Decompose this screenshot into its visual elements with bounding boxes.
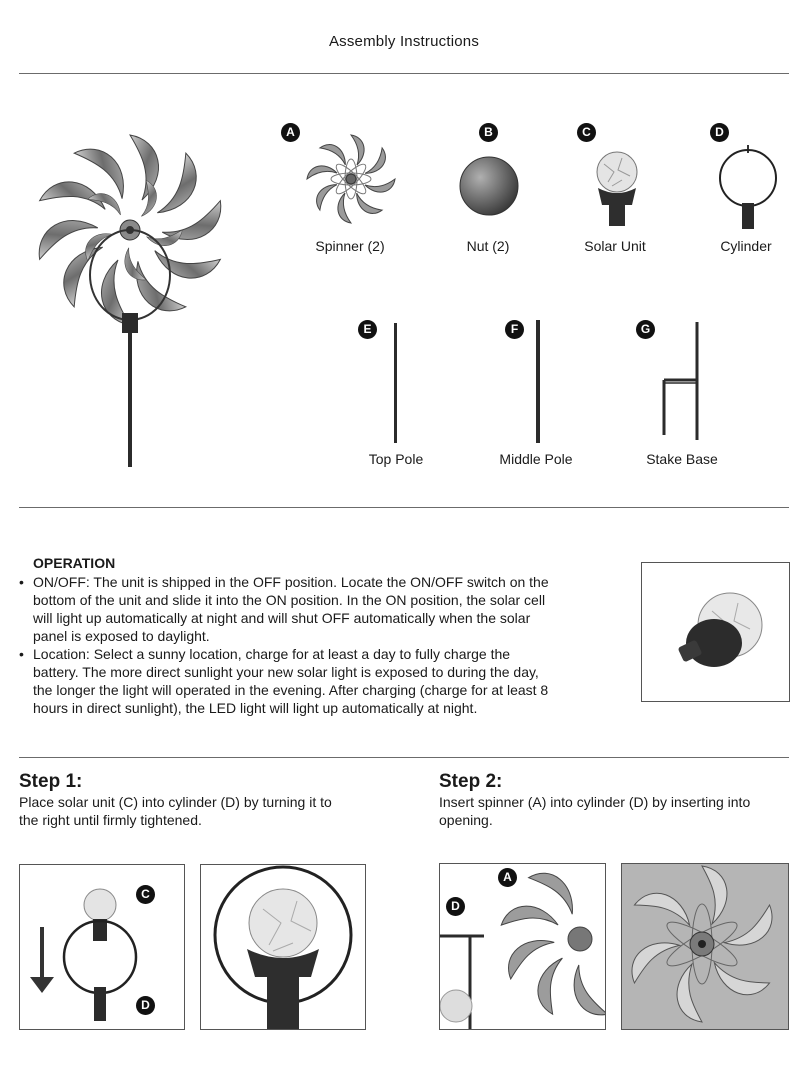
page-title: Assembly Instructions	[328, 33, 480, 50]
nut-part-image	[458, 155, 520, 217]
part-badge-g: G	[636, 320, 655, 339]
step2-line: Insert spinner (A) into cylinder (D) by inserting into	[439, 794, 751, 810]
divider	[19, 73, 789, 74]
part-label-cylinder: Cylinder	[720, 238, 772, 254]
step1-text	[19, 793, 369, 829]
step1-badge-d: D	[136, 996, 155, 1015]
top-pole-part-image	[394, 323, 397, 443]
solar-switch-photo	[641, 562, 790, 702]
middle-pole-part-image	[536, 320, 540, 443]
part-label-top-pole: Top Pole	[368, 451, 424, 467]
bullet-line: bottom of the unit and slide it into the ON position. In the ON position, the solar cell	[33, 592, 546, 608]
part-badge-e: E	[358, 320, 377, 339]
part-badge-b: B	[479, 123, 498, 142]
step2-closeup-frame	[621, 863, 789, 1030]
bullet-line: will light up automatically at night and will shut OFF automatically when the solar	[33, 610, 531, 626]
part-badge-c: C	[577, 123, 596, 142]
step2-text	[439, 793, 789, 829]
step2-badge-a: A	[498, 868, 517, 887]
spinner-part-image	[303, 133, 399, 225]
step1-line: Place solar unit (C) into cylinder (D) by turning it to	[19, 794, 332, 810]
step2-heading: Step 2:	[439, 771, 503, 792]
assembled-spinner-image	[30, 125, 230, 470]
divider	[19, 507, 789, 508]
step1-badge-c: C	[136, 885, 155, 904]
divider	[19, 757, 789, 758]
step1-heading: Step 1:	[19, 771, 83, 792]
step2-diagram-frame	[439, 863, 606, 1030]
stake-base-part-image	[658, 320, 704, 445]
part-label-nut: Nut (2)	[466, 238, 510, 254]
part-label-spinner: Spinner (2)	[315, 238, 385, 254]
step1-closeup-frame	[200, 864, 366, 1030]
bullet-line: hours in direct sunlight), the LED light will light up automatically at night.	[33, 700, 478, 716]
part-label-middle-pole: Middle Pole	[499, 451, 573, 467]
bullet-line: battery. The more direct sunlight your new solar light is exposed to during the day,	[33, 664, 539, 680]
part-label-solar-unit: Solar Unit	[584, 238, 646, 254]
bullet-line: Location: Select a sunny location, charge for at least a day to fully charge the	[33, 646, 511, 662]
bullet-line: panel is exposed to daylight.	[33, 628, 210, 644]
bullet-line: the longer the light will operated in the evening. After charging (charge for at least 8	[33, 682, 549, 698]
cylinder-part-image	[716, 143, 780, 235]
bullet-line: ON/OFF: The unit is shipped in the OFF position. Locate the ON/OFF switch on the	[33, 574, 549, 590]
step2-badge-d: D	[446, 897, 465, 916]
operation-bullet-onoff	[19, 573, 599, 645]
bullet-dot: •	[19, 574, 24, 590]
operation-heading: OPERATION	[33, 555, 116, 571]
step2-line: opening.	[439, 812, 493, 828]
step1-diagram-frame	[19, 864, 185, 1030]
part-badge-a: A	[281, 123, 300, 142]
bullet-dot: •	[19, 646, 24, 662]
step1-line: the right until firmly tightened.	[19, 812, 202, 828]
part-badge-d: D	[710, 123, 729, 142]
operation-bullet-location	[19, 645, 599, 717]
part-label-stake-base: Stake Base	[646, 451, 718, 467]
part-badge-f: F	[505, 320, 524, 339]
solar-unit-part-image	[592, 150, 642, 230]
